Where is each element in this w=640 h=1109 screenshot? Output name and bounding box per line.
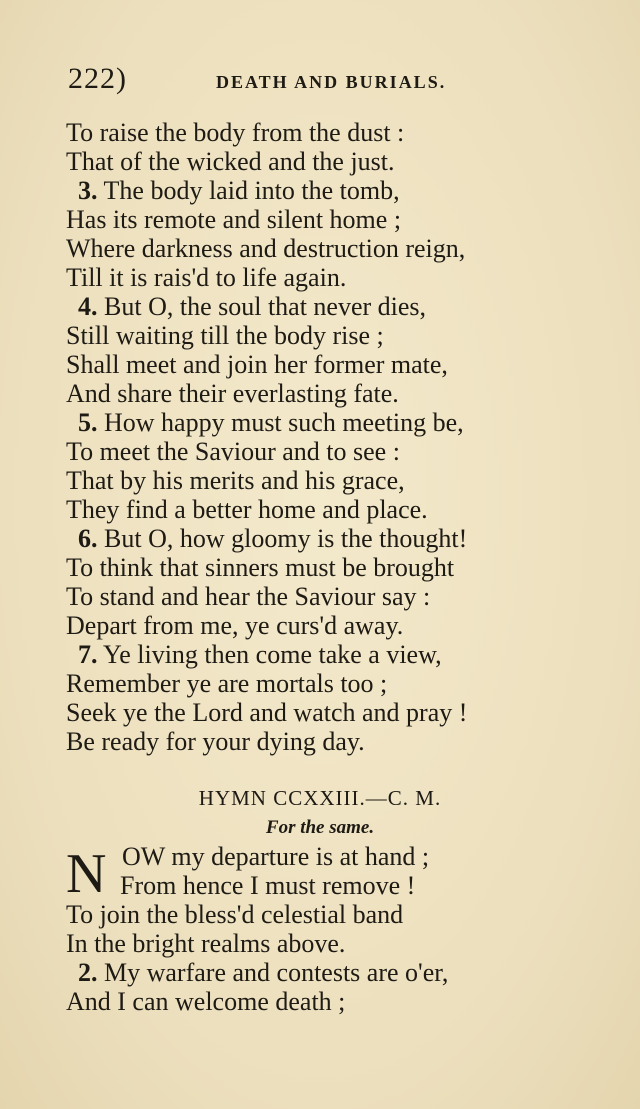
hymn-subtitle: For the same.	[265, 817, 375, 838]
page-header	[68, 62, 508, 98]
verse-line: 2. My warfare and contests are o'er,	[78, 958, 449, 987]
verse-line: 5. How happy must such meeting be,	[78, 408, 464, 437]
verse-line: 4. But O, the soul that never dies,	[78, 292, 427, 321]
verse-line: To raise the body from the dust :	[66, 118, 405, 147]
verse-line: OW my departure is at hand ;	[122, 842, 430, 871]
verse-line: Be ready for your dying day.	[66, 727, 365, 756]
verse-line: Where darkness and destruction reign,	[66, 234, 466, 263]
verse-line: From hence I must remove !	[120, 871, 416, 900]
verse-line: And share their everlasting fate.	[66, 379, 399, 408]
verse-line: Seek ye the Lord and watch and pray !	[66, 698, 468, 727]
verse-line: 6. But O, how gloomy is the thought!	[78, 524, 468, 553]
running-head: DEATH AND BURIALS.	[216, 72, 447, 92]
drop-cap: N	[66, 843, 107, 905]
poem-text	[66, 118, 586, 756]
verse-line: They find a better home and place.	[66, 495, 428, 524]
verse-line: That by his merits and his grace,	[66, 466, 405, 495]
verse-line: To stand and hear the Saviour say :	[66, 582, 431, 611]
verse-line: 7. Ye living then come take a view,	[78, 640, 442, 669]
verse-line: Still waiting till the body rise ;	[66, 321, 384, 350]
hymn-title: HYMN CCXXIII.—C. M.	[198, 786, 442, 810]
verse-line: To meet the Saviour and to see :	[66, 437, 400, 466]
verse-line: Depart from me, ye curs'd away.	[66, 611, 404, 640]
verse-line: 3. The body laid into the tomb,	[78, 176, 400, 205]
page-number: 222)	[68, 62, 127, 95]
verse-line: Has its remote and silent home ;	[66, 205, 402, 234]
verse-line: And I can welcome death ;	[66, 987, 346, 1016]
verse-line: Remember ye are mortals too ;	[66, 669, 388, 698]
verse-line: Till it is rais'd to life again.	[66, 263, 347, 292]
hymn-text	[66, 842, 586, 1016]
verse-line: That of the wicked and the just.	[66, 147, 395, 176]
verse-line: To think that sinners must be brought	[66, 553, 455, 582]
verse-line: In the bright realms above.	[66, 929, 346, 958]
verse-line: Shall meet and join her former mate,	[66, 350, 448, 379]
verse-line: To join the bless'd celestial band	[66, 900, 404, 929]
